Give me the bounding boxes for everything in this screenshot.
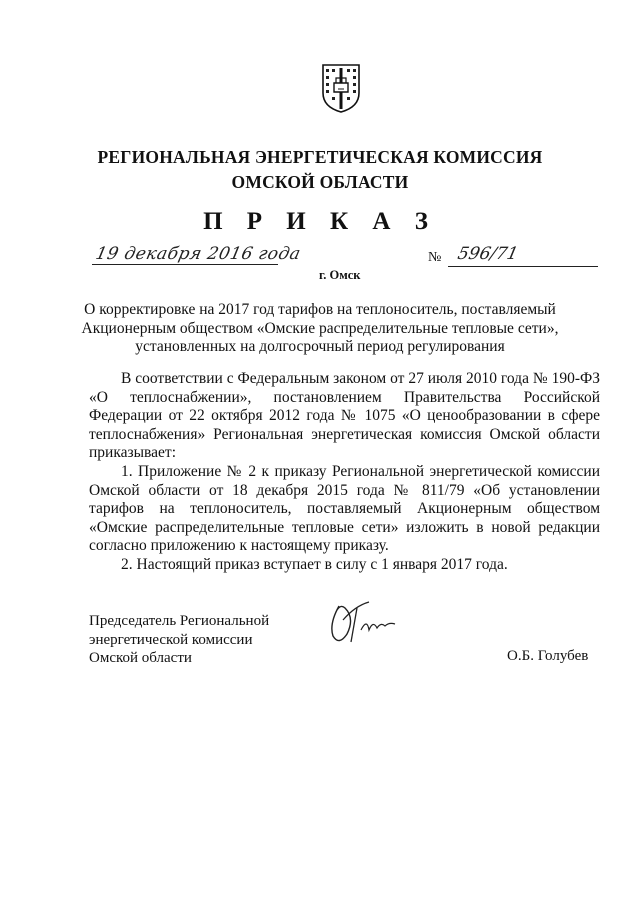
date-underline: [92, 264, 278, 265]
subject-line1: О корректировке на 2017 год тарифов на теплоноситель, поставляемый: [84, 301, 556, 318]
handwritten-signature: [325, 596, 405, 648]
order-body: [89, 370, 600, 575]
item-1-paragraph: 1. Приложение № 2 к приказу Региональной энергетической комиссии Омской области от 18 декабря 2015 года № 811/79 «Об установлении тарифов на теплоноситель, поставляемый Акционерным обществом «Омские распределительные тепловые сети» изложить в новой редакции согласно приложению к настоящему приказу.: [89, 462, 600, 555]
organization-name-line1: РЕГИОНАЛЬНАЯ ЭНЕРГЕТИЧЕСКАЯ КОМИССИЯ: [97, 147, 543, 167]
signatory-title-line2: энергетической комиссии: [89, 631, 253, 648]
signatory-title-line3: Омской области: [89, 650, 192, 666]
handwritten-date: 19 декабря 2016 года: [93, 244, 303, 264]
signatory-title-line1: Председатель Региональной: [89, 613, 270, 629]
subject-line3: установленных на долгосрочный период регулирования: [135, 338, 505, 355]
city-label: г. Омск: [319, 268, 361, 282]
number-underline: [448, 266, 598, 267]
handwritten-number: 596/71: [455, 244, 520, 264]
signatory-name: О.Б. Голубев: [507, 648, 589, 664]
omsk-coat-of-arms-icon: [321, 63, 361, 113]
preamble-paragraph: В соответствии с Федеральным законом от 27 июля 2010 года № 190-ФЗ «О теплоснабжении», постановлением Правительства Российской Федерации от 22 октября 2012 года № 1075 «О ценообразовании в сфере теплоснабжения» Региональная энергетическая комиссия Омской области приказывает:: [89, 370, 600, 462]
number-sign: №: [428, 250, 442, 265]
document-type-title: П Р И К А З: [203, 208, 437, 235]
item-2-paragraph: 2. Настоящий приказ вступает в силу с 1 января 2017 года.: [121, 555, 508, 573]
order-subject: [70, 301, 570, 357]
signatory-title: [89, 612, 269, 668]
subject-line2: Акционерным обществом «Омские распределительные тепловые сети»,: [81, 319, 559, 337]
organization-name-line2: ОМСКОЙ ОБЛАСТИ: [231, 172, 409, 192]
